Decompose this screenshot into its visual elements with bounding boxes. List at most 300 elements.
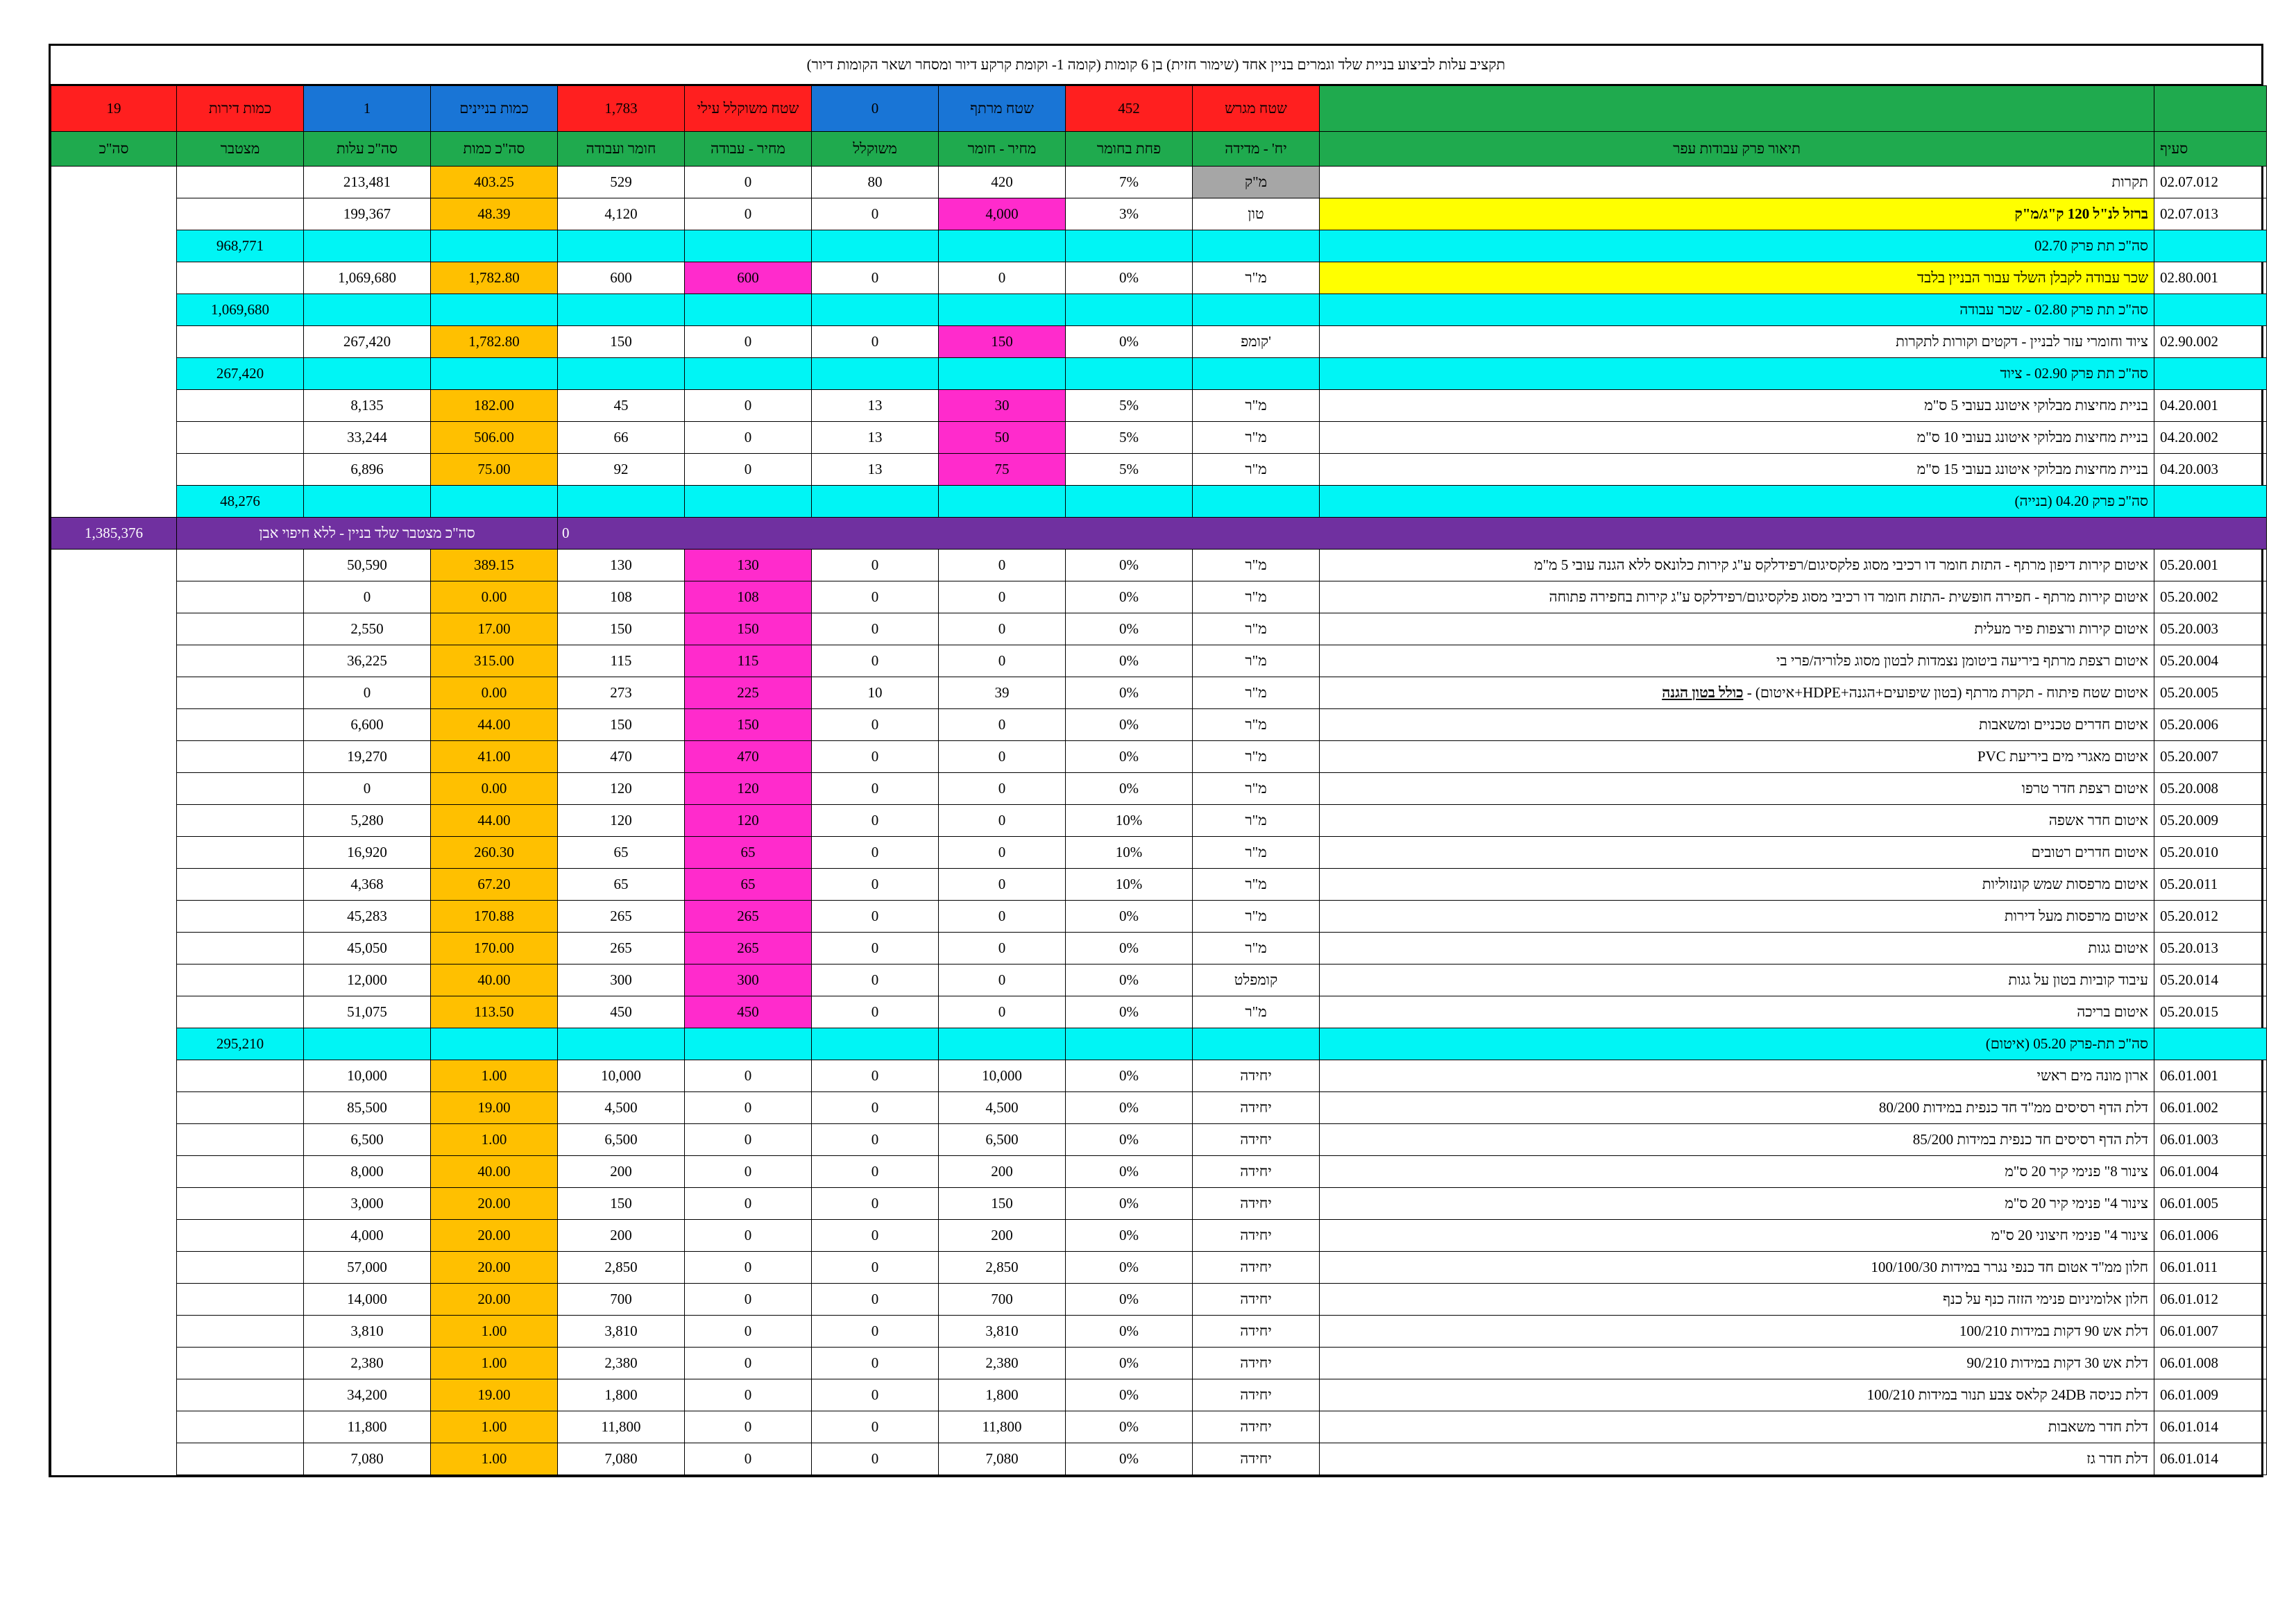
description-cell bbox=[1320, 1379, 2154, 1411]
section-code-cell: 05.20.013 bbox=[2154, 933, 2267, 965]
loss-cell: 5% bbox=[1066, 390, 1193, 422]
price-material-cell: 7,080 bbox=[939, 1443, 1066, 1475]
work-material-cell: 92 bbox=[558, 454, 685, 486]
work-material-cell: 120 bbox=[558, 773, 685, 805]
work-material-cell: 200 bbox=[558, 1156, 685, 1188]
cost-cell: 8,135 bbox=[304, 390, 431, 422]
cumulative-cell bbox=[177, 996, 304, 1028]
cost-cell: 34,200 bbox=[304, 1379, 431, 1411]
cost-cell: 16,920 bbox=[304, 837, 431, 869]
work-material-cell: 65 bbox=[558, 869, 685, 901]
table-row bbox=[51, 1092, 2267, 1124]
description-cell bbox=[1320, 167, 2154, 198]
section-code-cell: 06.01.008 bbox=[2154, 1348, 2267, 1379]
weighted-cell: 0 bbox=[812, 869, 939, 901]
table-row bbox=[51, 454, 2267, 486]
unit-cell: יחידה bbox=[1193, 1252, 1320, 1284]
cumulative-cell: 48,276 bbox=[177, 486, 304, 518]
cumulative-cell bbox=[177, 613, 304, 645]
blank-cell bbox=[1193, 294, 1320, 326]
weighted-cell: 0 bbox=[812, 965, 939, 996]
work-material-cell: 150 bbox=[558, 709, 685, 741]
blank-cell bbox=[812, 230, 939, 262]
description-text: איטום בריכה bbox=[2077, 1003, 2148, 1020]
price-material-cell: 200 bbox=[939, 1220, 1066, 1252]
qty-cell: 1,782.80 bbox=[431, 262, 558, 294]
work-material-cell: 11,800 bbox=[558, 1411, 685, 1443]
qty-cell: 315.00 bbox=[431, 645, 558, 677]
cost-cell: 199,367 bbox=[304, 198, 431, 230]
qty-cell: 75.00 bbox=[431, 454, 558, 486]
cumulative-cell bbox=[177, 198, 304, 230]
price-material-cell: 75 bbox=[939, 454, 1066, 486]
section-code-cell: 04.20.001 bbox=[2154, 390, 2267, 422]
qty-cell: 17.00 bbox=[431, 613, 558, 645]
qty-cell: 182.00 bbox=[431, 390, 558, 422]
loss-cell: 0% bbox=[1066, 1220, 1193, 1252]
unit-cell: מ"ר bbox=[1193, 645, 1320, 677]
description-text: צינור 4" פנימי חיצוני 20 ס"מ bbox=[1991, 1227, 2148, 1243]
weighted-area-label: שטח משוקלל עילי bbox=[685, 86, 812, 132]
price-material-cell: 11,800 bbox=[939, 1411, 1066, 1443]
section-code-cell: 06.01.007 bbox=[2154, 1316, 2267, 1348]
description-text: איטום חדרים טכניים ומשאבות bbox=[1979, 716, 2148, 733]
section-code-cell: 06.01.012 bbox=[2154, 1284, 2267, 1316]
table-row bbox=[51, 741, 2267, 773]
blank-cell bbox=[1066, 230, 1193, 262]
cumulative-cell bbox=[177, 1188, 304, 1220]
description-cell bbox=[1320, 454, 2154, 486]
unit-cell: מ"ר bbox=[1193, 709, 1320, 741]
unit-cell: מ"ר bbox=[1193, 262, 1320, 294]
total-cell bbox=[51, 1028, 177, 1060]
section-code-cell: 05.20.015 bbox=[2154, 996, 2267, 1028]
price-work-cell: 0 bbox=[685, 1220, 812, 1252]
total-cell bbox=[51, 677, 177, 709]
section-code-cell: 06.01.011 bbox=[2154, 1252, 2267, 1284]
basement-area-value: 0 bbox=[812, 86, 939, 132]
cost-cell: 213,481 bbox=[304, 167, 431, 198]
plot-area-value: 452 bbox=[1066, 86, 1193, 132]
price-material-cell: 150 bbox=[939, 326, 1066, 358]
section-code-cell: 05.20.010 bbox=[2154, 837, 2267, 869]
blank-cell bbox=[1066, 358, 1193, 390]
section-code-cell: 05.20.014 bbox=[2154, 965, 2267, 996]
weighted-cell: 0 bbox=[812, 1156, 939, 1188]
cumulative-cell bbox=[177, 773, 304, 805]
total-cell bbox=[51, 1092, 177, 1124]
weighted-cell: 0 bbox=[812, 837, 939, 869]
cumulative-cell bbox=[177, 326, 304, 358]
blank-cell bbox=[685, 358, 812, 390]
weighted-cell: 0 bbox=[812, 581, 939, 613]
blank-cell bbox=[558, 230, 685, 262]
description-cell bbox=[1320, 550, 2154, 581]
price-work-cell: 65 bbox=[685, 837, 812, 869]
table-row bbox=[51, 581, 2267, 613]
cost-cell: 4,368 bbox=[304, 869, 431, 901]
purple-summary-row bbox=[51, 518, 2267, 550]
loss-cell: 0% bbox=[1066, 773, 1193, 805]
cost-cell: 33,244 bbox=[304, 422, 431, 454]
description-cell bbox=[1320, 1252, 2154, 1284]
total-cell bbox=[51, 167, 177, 198]
loss-cell: 0% bbox=[1066, 965, 1193, 996]
subtotal-label: סה"כ תת פרק 02.80 - שכר עבודה bbox=[1320, 294, 2154, 326]
loss-cell: 0% bbox=[1066, 933, 1193, 965]
total-cell bbox=[51, 1379, 177, 1411]
subtotal-row bbox=[51, 230, 2267, 262]
price-work-cell: 0 bbox=[685, 1188, 812, 1220]
cumulative-cell bbox=[177, 741, 304, 773]
description-cell bbox=[1320, 965, 2154, 996]
weighted-cell: 10 bbox=[812, 677, 939, 709]
unit-cell: מ"ר bbox=[1193, 390, 1320, 422]
weighted-cell: 80 bbox=[812, 167, 939, 198]
section-code-cell: 04.20.003 bbox=[2154, 454, 2267, 486]
description-text: איטום מאגרי מים ביריעת PVC bbox=[1977, 748, 2148, 765]
weighted-cell: 0 bbox=[812, 326, 939, 358]
table-row bbox=[51, 422, 2267, 454]
weighted-cell: 0 bbox=[812, 1124, 939, 1156]
blank-cell bbox=[939, 1028, 1066, 1060]
description-cell bbox=[1320, 996, 2154, 1028]
description-text: דלת חדר משאבות bbox=[2048, 1418, 2148, 1435]
price-material-cell: 200 bbox=[939, 1156, 1066, 1188]
description-cell bbox=[1320, 677, 2154, 709]
unit-cell: יחידה bbox=[1193, 1092, 1320, 1124]
total-cell bbox=[51, 1443, 177, 1475]
section-code-cell: 06.01.006 bbox=[2154, 1220, 2267, 1252]
price-material-cell: 0 bbox=[939, 996, 1066, 1028]
col-unit: יח' - מדידה bbox=[1193, 132, 1320, 167]
table-row bbox=[51, 1348, 2267, 1379]
section-code-cell: 05.20.007 bbox=[2154, 741, 2267, 773]
price-material-cell: 0 bbox=[939, 645, 1066, 677]
weighted-cell: 0 bbox=[812, 262, 939, 294]
col-price-material: מחיר - חומר bbox=[939, 132, 1066, 167]
price-work-cell: 0 bbox=[685, 326, 812, 358]
loss-cell: 0% bbox=[1066, 996, 1193, 1028]
total-cell bbox=[51, 1252, 177, 1284]
subtotal-label: סה"כ פרק 04.20 (בנייה) bbox=[1320, 486, 2154, 518]
work-material-cell: 6,500 bbox=[558, 1124, 685, 1156]
work-material-cell: 700 bbox=[558, 1284, 685, 1316]
unit-cell: יחידה bbox=[1193, 1316, 1320, 1348]
total-cell bbox=[51, 262, 177, 294]
blank-cell bbox=[431, 358, 558, 390]
description-cell bbox=[1320, 869, 2154, 901]
price-work-cell: 0 bbox=[685, 167, 812, 198]
loss-cell: 3% bbox=[1066, 198, 1193, 230]
unit-cell: מ"ר bbox=[1193, 805, 1320, 837]
weighted-cell: 0 bbox=[812, 1348, 939, 1379]
unit-cell: יחידה bbox=[1193, 1443, 1320, 1475]
cumulative-cell: 1,069,680 bbox=[177, 294, 304, 326]
col-total-cost: סה"כ עלות bbox=[304, 132, 431, 167]
blank-cell bbox=[1193, 230, 1320, 262]
description-text: צינור 8" פנימי קיר 20 ס"מ bbox=[2005, 1163, 2148, 1180]
description-text: תקרות bbox=[2111, 173, 2148, 190]
qty-cell: 506.00 bbox=[431, 422, 558, 454]
work-material-cell: 450 bbox=[558, 996, 685, 1028]
table-row bbox=[51, 1379, 2267, 1411]
table-row bbox=[51, 1411, 2267, 1443]
description-cell bbox=[1320, 645, 2154, 677]
qty-cell: 19.00 bbox=[431, 1092, 558, 1124]
section-code-cell: 05.20.002 bbox=[2154, 581, 2267, 613]
weighted-cell: 0 bbox=[812, 1220, 939, 1252]
description-cell bbox=[1320, 390, 2154, 422]
price-material-cell: 0 bbox=[939, 709, 1066, 741]
cost-cell: 2,550 bbox=[304, 613, 431, 645]
loss-cell: 7% bbox=[1066, 167, 1193, 198]
description-text: דלת הדף רסיסים ממ"ד חד כנפית במידות 80/200 bbox=[1878, 1099, 2148, 1116]
cost-cell: 0 bbox=[304, 773, 431, 805]
table-row bbox=[51, 901, 2267, 933]
description-cell bbox=[1320, 326, 2154, 358]
cumulative-cell bbox=[177, 167, 304, 198]
section-code-cell: 06.01.005 bbox=[2154, 1188, 2267, 1220]
cumulative-cell bbox=[177, 262, 304, 294]
section-cell bbox=[2154, 230, 2267, 262]
col-section: סעיף bbox=[2154, 132, 2267, 167]
section-code-cell: 05.20.012 bbox=[2154, 901, 2267, 933]
price-work-cell: 0 bbox=[685, 390, 812, 422]
loss-cell: 0% bbox=[1066, 613, 1193, 645]
description-text: איטום קירות מרתף - חפירה חופשית -התזת חומר דו רכיבי מסוג פלקסיגום/רפידלקס ע"ג קירות בחפירה פתוחה bbox=[1549, 588, 2148, 605]
loss-cell: 0% bbox=[1066, 1379, 1193, 1411]
description-cell bbox=[1320, 837, 2154, 869]
table-row bbox=[51, 1060, 2267, 1092]
cost-cell: 51,075 bbox=[304, 996, 431, 1028]
table-row bbox=[51, 326, 2267, 358]
qty-cell: 1.00 bbox=[431, 1124, 558, 1156]
work-material-cell: 265 bbox=[558, 901, 685, 933]
blank-cell bbox=[685, 230, 812, 262]
price-work-cell: 150 bbox=[685, 709, 812, 741]
price-work-cell: 0 bbox=[685, 1092, 812, 1124]
price-work-cell: 470 bbox=[685, 741, 812, 773]
header-blank bbox=[1320, 86, 2154, 132]
price-material-cell: 3,810 bbox=[939, 1316, 1066, 1348]
description-cell bbox=[1320, 1316, 2154, 1348]
cost-cell: 267,420 bbox=[304, 326, 431, 358]
subtotal-row bbox=[51, 1028, 2267, 1060]
cumulative-cell bbox=[177, 1348, 304, 1379]
price-work-cell: 600 bbox=[685, 262, 812, 294]
total-cell bbox=[51, 613, 177, 645]
unit-cell: מ"ר bbox=[1193, 869, 1320, 901]
section-code-cell: 06.01.014 bbox=[2154, 1443, 2267, 1475]
subtotal-label: סה"כ תת פרק 02.70 bbox=[1320, 230, 2154, 262]
description-text: איטום קירות ורצפות פיר מעלית bbox=[1974, 620, 2148, 637]
cost-cell: 6,896 bbox=[304, 454, 431, 486]
work-material-cell: 4,120 bbox=[558, 198, 685, 230]
total-cell bbox=[51, 550, 177, 581]
blank-cell bbox=[939, 230, 1066, 262]
cumulative-cell bbox=[177, 805, 304, 837]
total-cell bbox=[51, 1060, 177, 1092]
section-code-cell: 05.20.005 bbox=[2154, 677, 2267, 709]
weighted-cell: 0 bbox=[812, 933, 939, 965]
cumulative-cell: 968,771 bbox=[177, 230, 304, 262]
price-work-cell: 450 bbox=[685, 996, 812, 1028]
purple-value: 0 bbox=[558, 518, 2267, 550]
loss-cell: 0% bbox=[1066, 709, 1193, 741]
section-cell bbox=[2154, 294, 2267, 326]
unit-cell: יחידה bbox=[1193, 1284, 1320, 1316]
table-row bbox=[51, 198, 2267, 230]
table-row bbox=[51, 773, 2267, 805]
price-material-cell: 50 bbox=[939, 422, 1066, 454]
total-cell bbox=[51, 1124, 177, 1156]
work-material-cell: 45 bbox=[558, 390, 685, 422]
blank-cell bbox=[1193, 486, 1320, 518]
price-work-cell: 0 bbox=[685, 1124, 812, 1156]
cost-cell: 45,050 bbox=[304, 933, 431, 965]
price-work-cell: 65 bbox=[685, 869, 812, 901]
description-text: ארון מונה מים ראשי bbox=[2036, 1067, 2148, 1084]
description-text: בניית מחיצות מבלוקי איטונג בעובי 5 ס"מ bbox=[1924, 397, 2148, 414]
loss-cell: 0% bbox=[1066, 741, 1193, 773]
weighted-cell: 0 bbox=[812, 198, 939, 230]
loss-cell: 0% bbox=[1066, 326, 1193, 358]
qty-cell: 0.00 bbox=[431, 677, 558, 709]
price-work-cell: 225 bbox=[685, 677, 812, 709]
weighted-cell: 13 bbox=[812, 422, 939, 454]
total-cell bbox=[51, 230, 177, 262]
unit-cell: יחידה bbox=[1193, 1220, 1320, 1252]
blank-cell bbox=[304, 294, 431, 326]
qty-cell: 44.00 bbox=[431, 805, 558, 837]
qty-cell: 170.88 bbox=[431, 901, 558, 933]
price-material-cell: 0 bbox=[939, 262, 1066, 294]
table-row bbox=[51, 390, 2267, 422]
price-material-cell: 6,500 bbox=[939, 1124, 1066, 1156]
blank-cell bbox=[304, 486, 431, 518]
description-text: ברזל לנ"ל 120 ק"ג/מ"ק bbox=[2014, 205, 2148, 222]
cumulative-cell bbox=[177, 645, 304, 677]
section-code-cell: 06.01.004 bbox=[2154, 1156, 2267, 1188]
blank-cell bbox=[812, 358, 939, 390]
cumulative-cell bbox=[177, 1124, 304, 1156]
cost-cell: 8,000 bbox=[304, 1156, 431, 1188]
description-cell bbox=[1320, 613, 2154, 645]
col-work-material: חומר ועבודה bbox=[558, 132, 685, 167]
description-text: עיבוד קוביות בטון על גגות bbox=[2008, 971, 2148, 988]
qty-cell: 389.15 bbox=[431, 550, 558, 581]
cost-cell: 0 bbox=[304, 581, 431, 613]
weighted-cell: 13 bbox=[812, 454, 939, 486]
col-price-work: מחיר - עבודה bbox=[685, 132, 812, 167]
weighted-cell: 0 bbox=[812, 709, 939, 741]
table-row bbox=[51, 1124, 2267, 1156]
description-cell bbox=[1320, 1411, 2154, 1443]
description-text: איטום מרפסות מעל דירות bbox=[2004, 908, 2148, 924]
section-code-cell: 05.20.001 bbox=[2154, 550, 2267, 581]
weighted-cell: 0 bbox=[812, 1252, 939, 1284]
total-cell bbox=[51, 645, 177, 677]
cumulative-cell bbox=[177, 390, 304, 422]
work-material-cell: 10,000 bbox=[558, 1060, 685, 1092]
description-cell bbox=[1320, 1220, 2154, 1252]
loss-cell: 0% bbox=[1066, 550, 1193, 581]
work-material-cell: 300 bbox=[558, 965, 685, 996]
loss-cell: 0% bbox=[1066, 1411, 1193, 1443]
description-cell bbox=[1320, 901, 2154, 933]
weighted-cell: 0 bbox=[812, 1379, 939, 1411]
blank-cell bbox=[685, 294, 812, 326]
blank-cell bbox=[1193, 1028, 1320, 1060]
work-material-cell: 150 bbox=[558, 1188, 685, 1220]
col-material-loss: פחת בחומר bbox=[1066, 132, 1193, 167]
cost-cell: 10,000 bbox=[304, 1060, 431, 1092]
description-cell bbox=[1320, 581, 2154, 613]
table-row bbox=[51, 1220, 2267, 1252]
blank-cell bbox=[431, 294, 558, 326]
cost-cell: 45,283 bbox=[304, 901, 431, 933]
loss-cell: 0% bbox=[1066, 677, 1193, 709]
section-code-cell: 06.01.003 bbox=[2154, 1124, 2267, 1156]
work-material-cell: 130 bbox=[558, 550, 685, 581]
total-cell bbox=[51, 869, 177, 901]
work-material-cell: 150 bbox=[558, 613, 685, 645]
blank-cell bbox=[939, 486, 1066, 518]
loss-cell: 0% bbox=[1066, 645, 1193, 677]
total-cell bbox=[51, 198, 177, 230]
cost-cell: 0 bbox=[304, 677, 431, 709]
col-description: תיאור פרק עבודות עפר bbox=[1320, 132, 2154, 167]
loss-cell: 0% bbox=[1066, 1284, 1193, 1316]
description-text: דלת אש 90 דקות במידות 100/210 bbox=[1959, 1323, 2148, 1339]
description-cell bbox=[1320, 805, 2154, 837]
blank-cell bbox=[812, 1028, 939, 1060]
price-work-cell: 265 bbox=[685, 933, 812, 965]
qty-cell: 40.00 bbox=[431, 1156, 558, 1188]
section-code-cell: 02.07.013 bbox=[2154, 198, 2267, 230]
section-code-cell: 05.20.008 bbox=[2154, 773, 2267, 805]
cost-cell: 57,000 bbox=[304, 1252, 431, 1284]
total-cell bbox=[51, 581, 177, 613]
qty-cell: 1.00 bbox=[431, 1316, 558, 1348]
total-cell bbox=[51, 773, 177, 805]
description-cell bbox=[1320, 1188, 2154, 1220]
price-work-cell: 0 bbox=[685, 1284, 812, 1316]
section-cell bbox=[2154, 1028, 2267, 1060]
work-material-cell: 108 bbox=[558, 581, 685, 613]
plot-area-label: שטח מגרש bbox=[1193, 86, 1320, 132]
subtotal-row bbox=[51, 358, 2267, 390]
work-material-cell: 1,800 bbox=[558, 1379, 685, 1411]
unit-cell: מ"ר bbox=[1193, 550, 1320, 581]
weighted-area-value: 1,783 bbox=[558, 86, 685, 132]
price-work-cell: 0 bbox=[685, 1379, 812, 1411]
loss-cell: 0% bbox=[1066, 262, 1193, 294]
work-material-cell: 200 bbox=[558, 1220, 685, 1252]
cumulative-cell bbox=[177, 422, 304, 454]
total-cell bbox=[51, 486, 177, 518]
table-row bbox=[51, 1252, 2267, 1284]
buildings-value: 1 bbox=[304, 86, 431, 132]
description-emphasis: כולל בטון הגנה bbox=[1662, 684, 1744, 701]
description-cell bbox=[1320, 741, 2154, 773]
description-cell bbox=[1320, 1092, 2154, 1124]
description-cell bbox=[1320, 1284, 2154, 1316]
qty-cell: 40.00 bbox=[431, 965, 558, 996]
total-cell bbox=[51, 1188, 177, 1220]
description-cell bbox=[1320, 933, 2154, 965]
